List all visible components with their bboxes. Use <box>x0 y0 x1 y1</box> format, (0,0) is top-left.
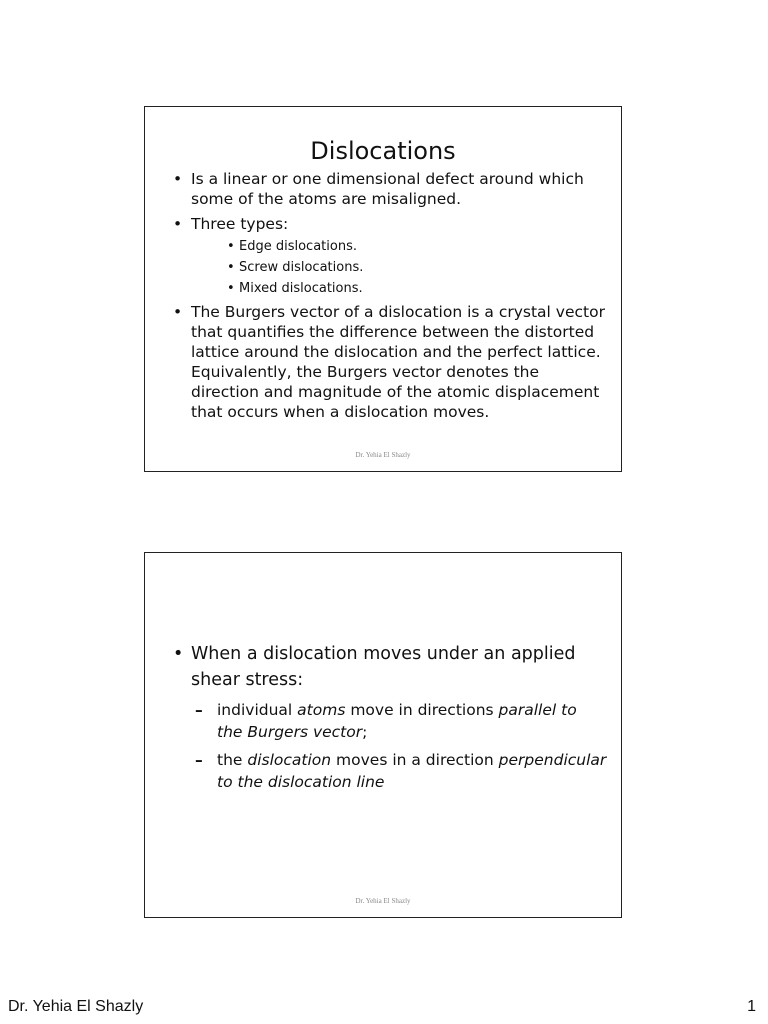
dash-text: move in directions <box>345 701 499 719</box>
bullet-dislocation-moves: • When a dislocation moves under an applied shear stress: <box>171 641 607 693</box>
dash-item-atoms <box>195 699 607 743</box>
subbullet-mixed: • Mixed dislocations. <box>227 278 611 299</box>
slide-footer: Dr. Yehia El Shazly <box>355 897 411 905</box>
slide-2 <box>144 552 622 918</box>
bullet-definition: • Is a linear or one dimensional defect around which some of the atoms are misaligned. <box>171 169 611 209</box>
dash-text: ; <box>362 723 368 741</box>
page-author: Dr. Yehia El Shazly <box>8 998 144 1015</box>
page-number: 1 <box>747 998 756 1015</box>
subbullet-edge: • Edge dislocations. <box>227 236 611 257</box>
bullet-three-types: • Three types: <box>171 214 611 234</box>
bullet-burgers-vector: • The Burgers vector of a dislocation is a crystal vector that quantifies the difference between the distorted lattice around the dislocation and the perfect lattice. Equivalently, the Burgers vector denotes the direction and magnitude of the atomic displacement that occurs when a dislocation moves. <box>171 302 611 422</box>
dash-mark: – <box>195 751 203 769</box>
dash-emphasis: atoms <box>297 701 346 719</box>
dash-item-dislocation <box>195 749 607 793</box>
slide-1 <box>144 106 622 472</box>
dash-text: moves in a direction <box>331 751 499 769</box>
dash-emphasis: dislocation <box>247 751 332 769</box>
dash-emphasis: perpendicular to the dislocation line <box>217 751 607 791</box>
subbullet-screw: • Screw dislocations. <box>227 257 611 278</box>
slide-2-bullet-list <box>171 641 607 799</box>
slide-footer: Dr. Yehia El Shazly <box>355 451 411 459</box>
dash-mark: – <box>195 701 203 719</box>
slide-title: Dislocations <box>310 137 456 165</box>
dash-text: individual <box>217 701 298 719</box>
dash-text: the <box>217 751 248 769</box>
dash-emphasis: parallel to the Burgers vector <box>217 701 577 741</box>
slide-1-bullet-list <box>171 169 611 427</box>
